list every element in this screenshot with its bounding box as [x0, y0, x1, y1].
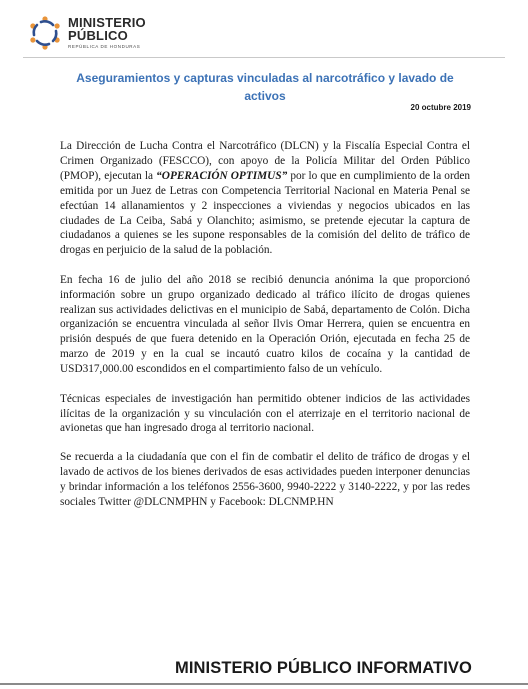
operation-name: “OPERACIÓN OPTIMUS” — [156, 169, 288, 182]
people-circle-emblem-icon — [26, 14, 64, 52]
footer-divider — [0, 683, 528, 685]
article-body — [60, 139, 470, 524]
header-divider — [23, 57, 505, 58]
paragraph-1 — [60, 139, 470, 258]
paragraph-1-text-a: La Dirección de Lucha Contra el Narcotráfico (DLCN) y la Fiscalía Especial Contra el Crimen Organizado (FESCCO), con apoyo de la Policía Militar del Orden Público (PMOP), ejecutan la — [60, 140, 470, 182]
logo-wordmark — [68, 16, 146, 49]
publication-date: 20 octubre 2019 — [410, 103, 471, 112]
footer-title: MINISTERIO PÚBLICO INFORMATIVO — [175, 659, 472, 677]
page-title: Aseguramientos y capturas vinculadas al narcotráfico y lavado de activos — [76, 71, 454, 103]
logo-line-2: PÚBLICO — [68, 28, 128, 43]
logo-line-3: REPÚBLICA DE HONDURAS — [68, 44, 141, 49]
ministerio-publico-logo — [26, 14, 166, 54]
paragraph-2: En fecha 16 de julio del año 2018 se recibió denuncia anónima la que proporcionó información sobre un grupo organizado dedicado al tráfico ilícito de drogas quienes realizan sus actividades delictivas en el municipio de Sabá, departamento de Colón. Dicha organización se encuentra vinculada al señor Ilvis Omar Herrera, quien se encuentra en prisión después de que fuera detenido en la Operación Orión, ejecutada en fecha 25 de marzo de 2019 y en la cual se incautó cuatro kilos de cocaína y la cantidad de USD317,000.00 escondidos en el compartimiento falso de un vehículo. — [60, 273, 470, 376]
logo-line-1: MINISTERIO — [68, 15, 146, 30]
paragraph-3: Técnicas especiales de investigación han permitido obtener indicios de las actividades ilícitas de la organización y su vinculación con el aterrizaje en el territorio nacional de avionetas que han ingresado droga al territorio nacional. — [60, 392, 470, 435]
paragraph-1-text-b: por lo que en cumplimiento de la orden emitida por un Juez de Letras con Competencia Territorial Nacional en Materia Penal se efectúan 14 allanamientos y 2 inspecciones a viviendas y negocios ubicados en las ciudades de La Ceiba, Sabá y Olanchito; asimismo, se pretende ejecutar la captura de ciudadanos a quienes se les supone responsables de la comisión del delito de tráfico de drogas en perjuicio de la salud de la población. — [60, 169, 471, 257]
paragraph-4: Se recuerda a la ciudadanía que con el fin de combatir el delito de tráfico de drogas y el lavado de activos de los bienes derivados de esas actividades pueden interponer denuncias y brindar información a los teléfonos 2556-3600, 9940-2222 y 3140-2222, y por las redes sociales Twitter @DLCNMPHN y Facebook: DLCNMP.HN — [60, 451, 470, 509]
